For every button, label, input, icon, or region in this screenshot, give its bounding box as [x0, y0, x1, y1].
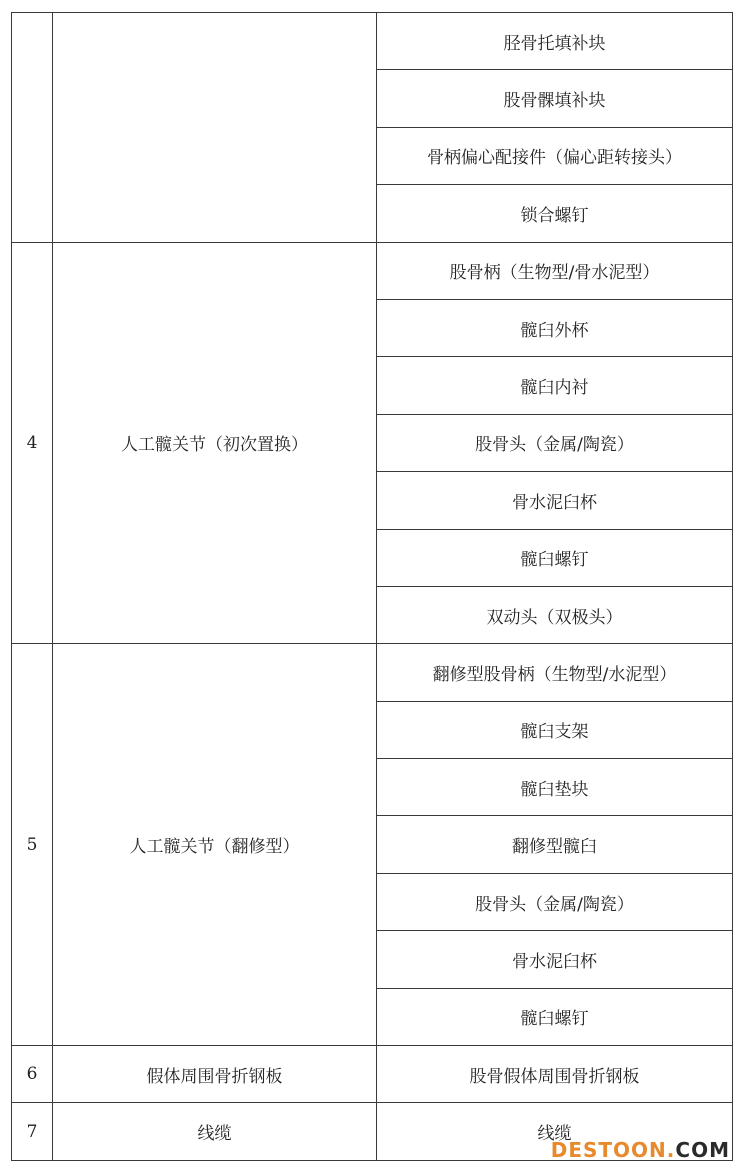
item-cell: 髋臼外杯 — [377, 299, 733, 356]
item-cell: 髋臼螺钉 — [377, 988, 733, 1045]
row-number-cell — [12, 13, 53, 243]
category-cell: 人工髋关节（初次置换） — [53, 242, 377, 644]
category-cell: 人工髋关节（翻修型） — [53, 644, 377, 1046]
item-cell: 骨水泥臼杯 — [377, 472, 733, 529]
destoon-watermark — [551, 1138, 730, 1162]
product-table-body — [12, 13, 733, 1161]
product-table — [11, 12, 733, 1161]
watermark-dot: . — [666, 1138, 676, 1162]
item-cell: 翻修型髋臼 — [377, 816, 733, 873]
item-cell: 髋臼垫块 — [377, 759, 733, 816]
watermark-text-1: DESTOON — [550, 1138, 667, 1162]
table-row — [12, 644, 733, 701]
item-cell: 股骨柄（生物型/骨水泥型） — [377, 242, 733, 299]
item-cell: 双动头（双极头） — [377, 586, 733, 643]
item-cell: 髋臼支架 — [377, 701, 733, 758]
watermark-text-2: COM — [675, 1138, 730, 1162]
item-cell: 髋臼内衬 — [377, 357, 733, 414]
category-cell: 线缆 — [53, 1103, 377, 1160]
row-number-cell: 5 — [12, 644, 53, 1046]
category-cell — [53, 13, 377, 243]
table-row — [12, 13, 733, 70]
category-cell: 假体周围骨折钢板 — [53, 1046, 377, 1103]
row-number-cell: 4 — [12, 242, 53, 644]
item-cell: 股骨假体周围骨折钢板 — [377, 1046, 733, 1103]
item-cell: 股骨头（金属/陶瓷） — [377, 414, 733, 471]
row-number-cell: 6 — [12, 1046, 53, 1103]
row-number-cell: 7 — [12, 1103, 53, 1160]
item-cell: 髋臼螺钉 — [377, 529, 733, 586]
table-row — [12, 1046, 733, 1103]
item-cell: 翻修型股骨柄（生物型/水泥型） — [377, 644, 733, 701]
item-cell: 线缆 — [377, 1103, 733, 1160]
item-cell: 股骨髁填补块 — [377, 70, 733, 127]
table-row — [12, 242, 733, 299]
item-cell: 股骨头（金属/陶瓷） — [377, 873, 733, 930]
item-cell: 骨水泥臼杯 — [377, 931, 733, 988]
item-cell: 锁合螺钉 — [377, 185, 733, 242]
item-cell: 胫骨托填补块 — [377, 13, 733, 70]
item-cell: 骨柄偏心配接件（偏心距转接头） — [377, 127, 733, 184]
